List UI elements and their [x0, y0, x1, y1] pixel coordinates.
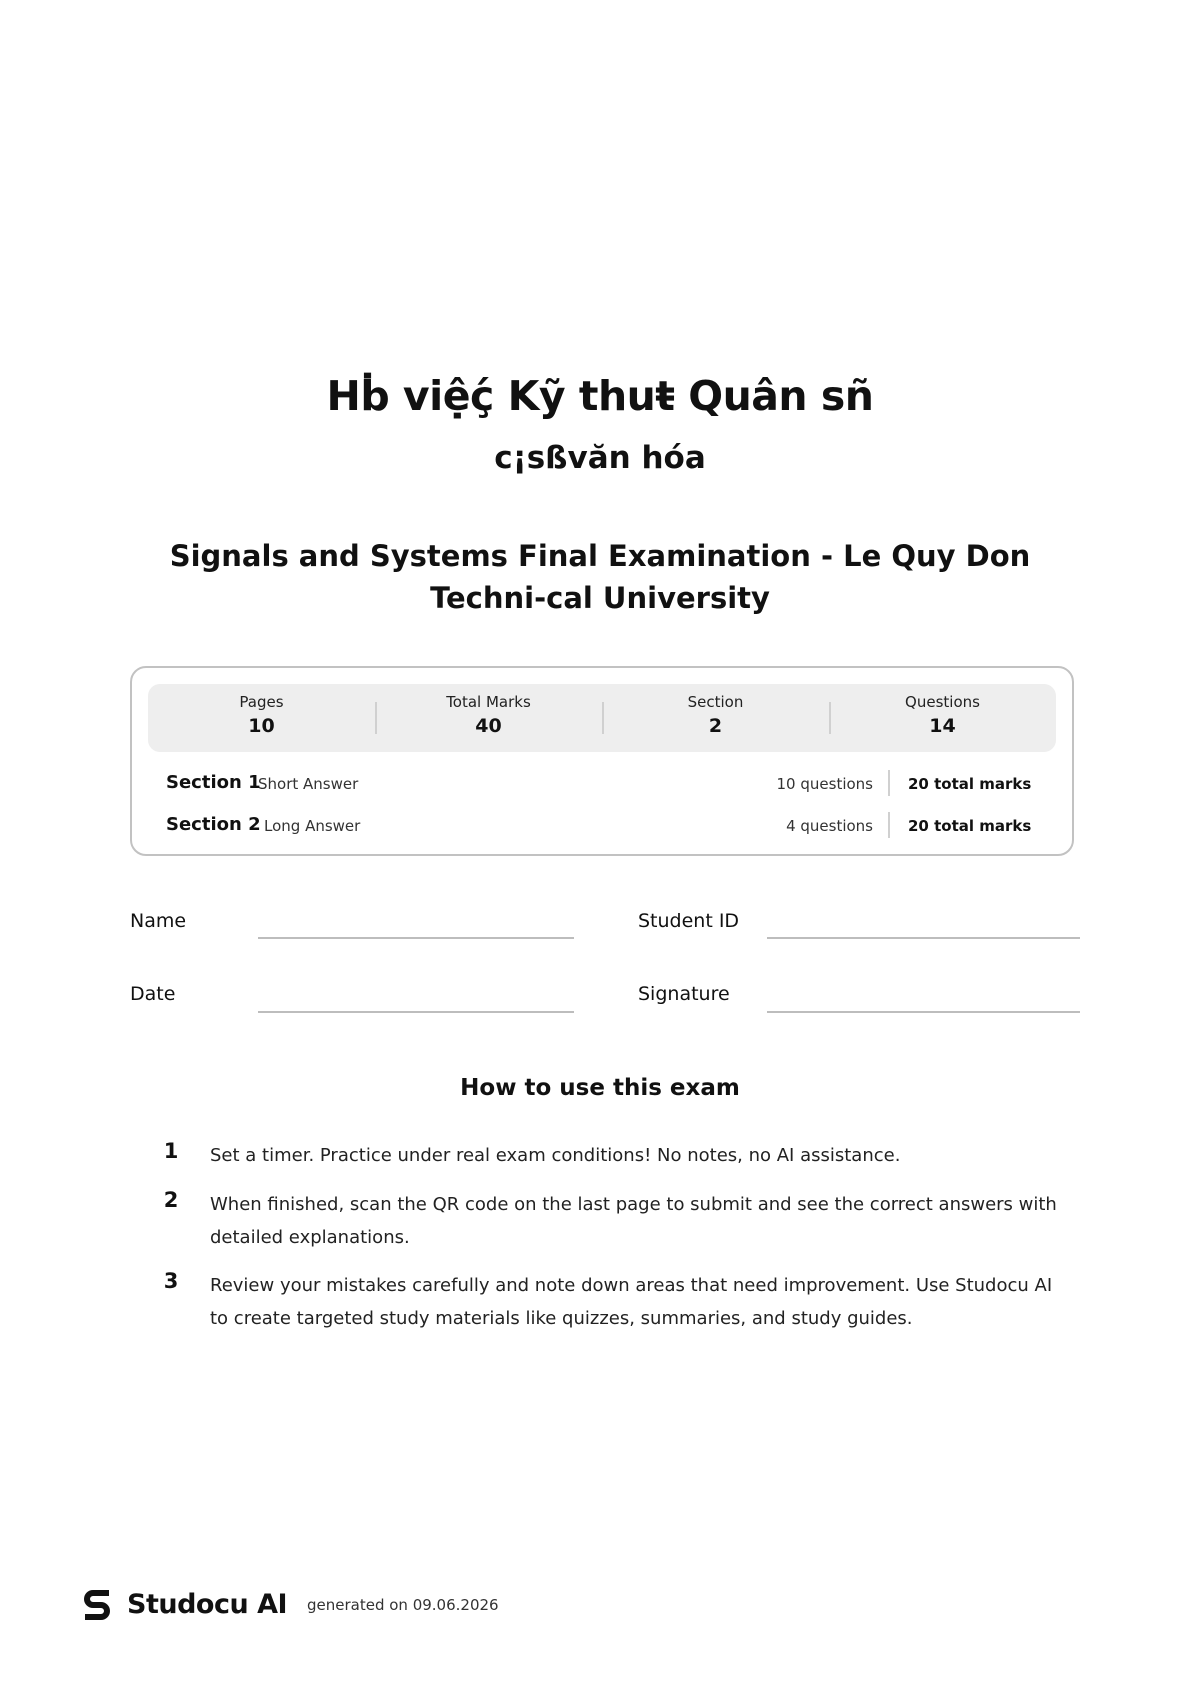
section-type: Short Answer	[258, 775, 359, 793]
stat-value: 14	[929, 715, 956, 737]
section-question-count: 10 questions	[776, 775, 873, 793]
name-field[interactable]	[258, 937, 574, 939]
stat-value: 40	[475, 715, 502, 737]
section-name: Section 2	[166, 814, 261, 835]
exam-summary-box	[130, 666, 1074, 856]
section-marks: 20 total marks	[908, 775, 1032, 793]
section-row-1	[166, 768, 1040, 798]
stat-label: Section	[687, 693, 744, 711]
date-field[interactable]	[258, 1011, 574, 1013]
institution-subtitle: c¡sßvăn hóa	[494, 440, 706, 476]
exam-stats-bar	[148, 684, 1056, 752]
step-text: Review your mistakes carefully and note down areas that need improvement. Use Studocu AI to create targeted study materials like quizzes, summaries, and study guides.	[210, 1275, 1053, 1329]
stat-pages	[148, 684, 375, 752]
section-divider	[888, 812, 890, 838]
signature-label: Signature	[638, 983, 730, 1005]
stat-label: Questions	[905, 693, 980, 711]
step-number: 3	[163, 1269, 179, 1293]
exam-title: Signals and Systems Final Examination - Le Quy Don Techni-cal University	[169, 539, 1031, 615]
institution-title: Hḃ việḉ Kỹ thuŧ Quân sñ	[326, 372, 874, 420]
step-number: 2	[163, 1188, 179, 1212]
generated-date: generated on 09.06.2026	[307, 1596, 499, 1614]
section-name: Section 1	[166, 772, 261, 793]
step-number: 1	[163, 1139, 179, 1163]
student-id-label: Student ID	[638, 910, 740, 932]
stat-questions	[829, 684, 1056, 752]
signature-field[interactable]	[767, 1011, 1080, 1013]
section-marks: 20 total marks	[908, 817, 1032, 835]
section-type: Long Answer	[264, 817, 361, 835]
footer-brand: Studocu AI	[127, 1589, 288, 1620]
stat-total-marks	[375, 684, 602, 752]
section-divider	[888, 770, 890, 796]
studocu-logo-icon	[79, 1586, 115, 1622]
date-label: Date	[130, 983, 176, 1005]
student-id-field[interactable]	[767, 937, 1080, 939]
stat-label: Total Marks	[446, 693, 531, 711]
stat-section	[602, 684, 829, 752]
section-question-count: 4 questions	[786, 817, 873, 835]
howto-title: How to use this exam	[460, 1075, 740, 1101]
step-text: Set a timer. Practice under real exam conditions! No notes, no AI assistance.	[210, 1145, 901, 1166]
stat-value: 10	[248, 715, 275, 737]
name-label: Name	[130, 910, 187, 932]
step-text: When finished, scan the QR code on the last page to submit and see the correct answers with detailed explanations.	[210, 1194, 1057, 1248]
section-row-2	[166, 810, 1040, 840]
stat-value: 2	[708, 715, 723, 737]
stat-label: Pages	[239, 693, 284, 711]
